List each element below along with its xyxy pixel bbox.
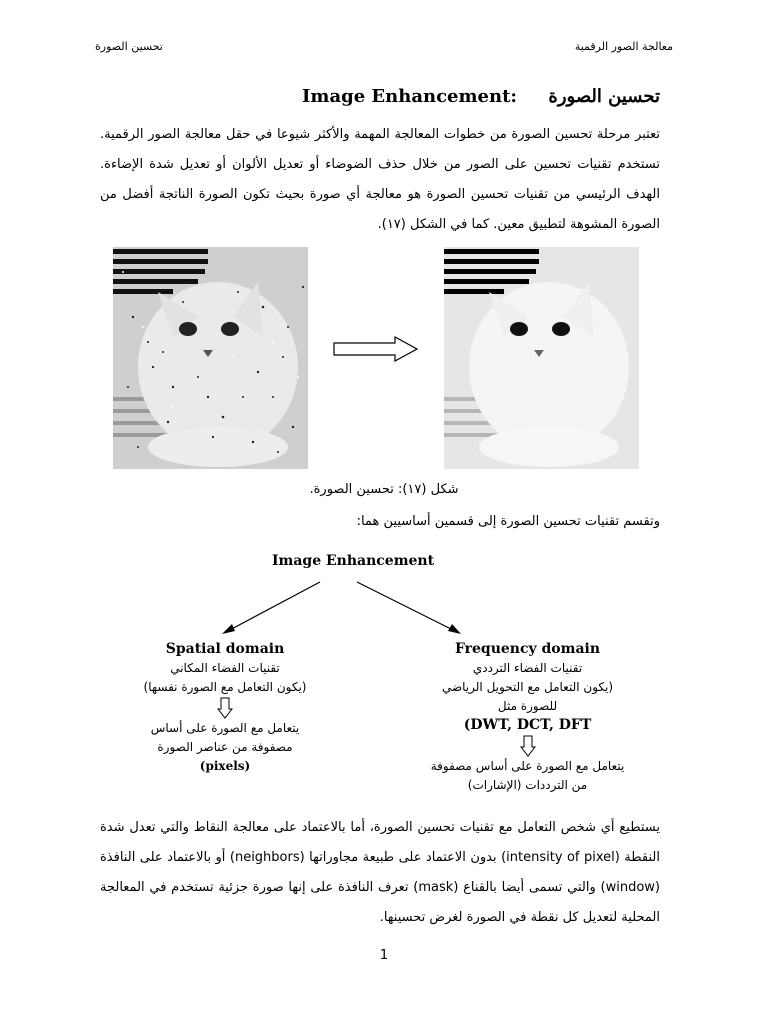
figure-caption: شكل (١٧): تحسين الصورة. <box>309 482 459 497</box>
spatial-title: Spatial domain <box>165 641 285 657</box>
spatial-detail-2: مصفوفة من عناصر الصورة <box>157 740 293 754</box>
intro-paragraph: تعتبر مرحلة تحسين الصورة من خطوات المعالجة المهمة والأكثر شيوعا في حقل معالجة الصور الرقمية. تستخدم تقنيات تحسين على الصور من خلال حذف الضوضاء أو تعديل الألوان أو تعديل شدة الإضاءة. الهدف الرئيسي من تقنيات تحسين الصورة هو معالجة أي صورة بحيث تكون الصورة الناتجة أفضل من الصورة المشوهة لتطبيق معين. كما في الشكل (١٧). <box>100 127 660 232</box>
page-number: 1 <box>379 948 389 963</box>
header-left: تحسين الصورة <box>95 40 163 53</box>
frequency-desc-2: للصورة مثل <box>497 699 558 713</box>
section-title-en: Image Enhancement: <box>302 86 518 107</box>
noisy-cat-image <box>113 247 308 469</box>
spatial-detail-3: (pixels) <box>199 759 251 773</box>
methods-paragraph: يستطيع أي شخص التعامل مع تقنيات تحسين الصورة، أما بالاعتماد على معالجة النقاط والتي تعدل شدة النقطة (intensity of pixel) بدون الاعتماد على طبيعة مجاوراتها (neighbors) أو بالاعتماد على النافذة (window) والتي تسمى أيضا بالقناع (mask) تعرف النافذة على إنها صورة جزئية تستخدم في المعالجة المحلية لتعديل كل نقطة في الصورة لغرض تحسينها. <box>100 820 660 925</box>
frequency-domain-box <box>395 640 660 795</box>
header-right: معالجة الصور الرقمية <box>574 40 673 53</box>
spatial-detail-1: يتعامل مع الصورة على أساس <box>150 721 300 735</box>
diagram-arrows <box>0 570 768 640</box>
classification-intro: وتقسم تقنيات تحسين الصورة إلى قسمين أساسيين هما: <box>356 514 660 529</box>
section-title <box>302 86 660 107</box>
frequency-detail-2: من الترددات (الإشارات) <box>467 778 588 792</box>
arrow-to-spatial-head <box>222 624 235 634</box>
frequency-title: Frequency domain <box>454 641 601 657</box>
arrow-to-spatial <box>226 582 320 632</box>
frequency-transforms: (DWT, DCT, DFT <box>463 717 592 733</box>
arrow-to-frequency <box>357 582 457 632</box>
spatial-desc: (يكون التعامل مع الصورة نفسها) <box>143 680 307 694</box>
frequency-detail-1: يتعامل مع الصورة على أساس مصفوفة <box>430 759 625 773</box>
right-arrow-icon <box>333 336 419 362</box>
arrow-to-frequency-head <box>448 624 461 634</box>
diagram-root: Image Enhancement <box>272 553 435 569</box>
spatial-down-arrow-icon <box>110 697 340 719</box>
section-title-ar: تحسين الصورة <box>548 86 660 107</box>
frequency-down-arrow-icon <box>395 735 660 757</box>
spatial-ar-name: تقنيات الفضاء المكاني <box>170 661 280 675</box>
enhanced-cat-image <box>444 247 639 469</box>
frequency-desc-1: (يكون التعامل مع التحويل الرياضي <box>441 680 614 694</box>
spatial-domain-box <box>110 640 340 776</box>
frequency-ar-name: تقنيات الفضاء الترددي <box>472 661 583 675</box>
